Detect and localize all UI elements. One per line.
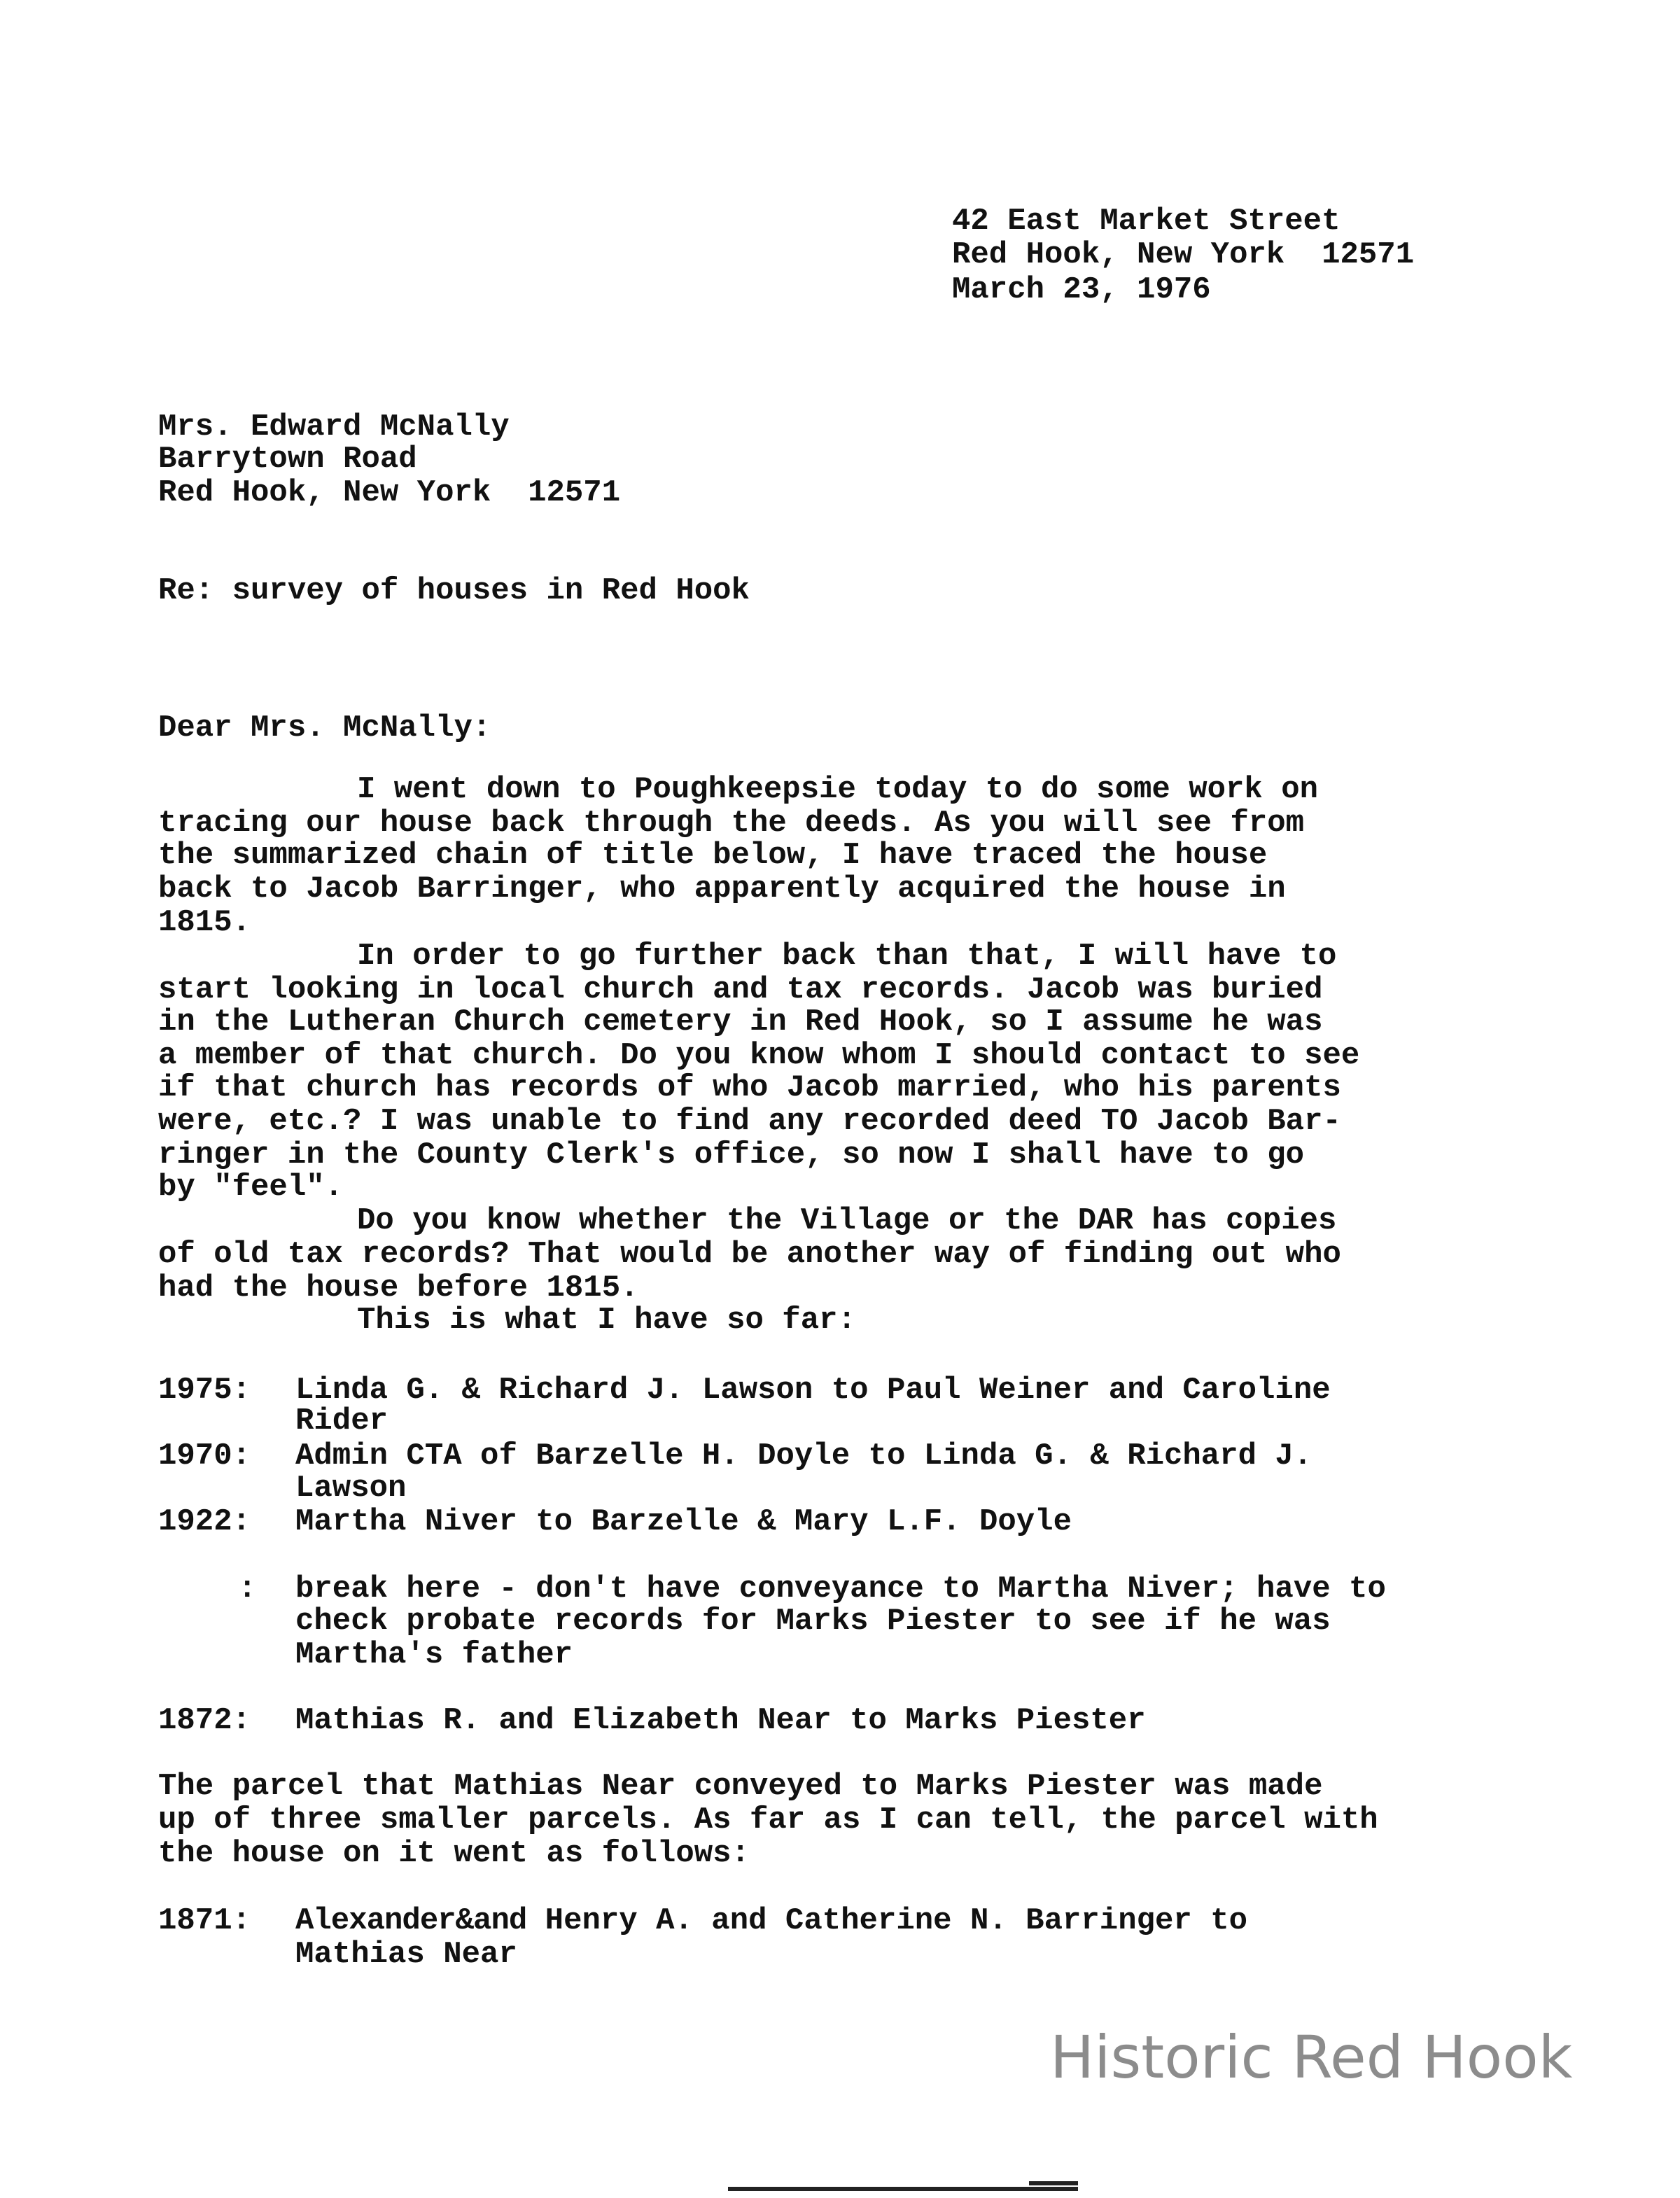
chain-year-1922: 1922: <box>158 1504 251 1539</box>
p1-line-4: back to Jacob Barringer, who apparently acquired the house in <box>158 872 1286 906</box>
p2-line-2: start looking in local church and tax records. Jacob was buried <box>158 972 1323 1007</box>
p2-line-8: by "feel". <box>158 1170 344 1205</box>
break-note-line-3: Martha's father <box>295 1637 573 1672</box>
chain-entry-1871-line-1 <box>295 1904 1247 1938</box>
p2-line-5: if that church has records of who Jacob married, who his parents <box>158 1070 1341 1105</box>
p1-line-1: I went down to Poughkeepsie today to do some work on <box>357 772 1319 807</box>
chain-year-1970: 1970: <box>158 1438 251 1474</box>
recipient-city: Red Hook, New York 12571 <box>158 475 621 510</box>
chain-year-1872: 1872: <box>158 1703 251 1738</box>
p3-line-2: of old tax records? That would be another way of finding out who <box>158 1237 1341 1272</box>
p1-line-2: tracing our house back through the deeds. As you will see from <box>158 806 1305 841</box>
salutation: Dear Mrs. McNally: <box>158 710 491 746</box>
sender-city: Red Hook, New York 12571 <box>952 237 1415 272</box>
scan-edge-mark <box>728 2187 1078 2191</box>
chain-entry-1975-line-2: Rider <box>295 1404 388 1438</box>
p2-line-3: in the Lutheran Church cemetery in Red Hook, so I assume he was <box>158 1004 1323 1040</box>
break-note-line-1: break here - don't have conveyance to Martha Niver; have to <box>295 1572 1386 1606</box>
p3-line-1: Do you know whether the Village or the DAR has copies <box>357 1203 1337 1238</box>
parcel-line-3: the house on it went as follows: <box>158 1836 750 1871</box>
chain-year-1871: 1871: <box>158 1903 251 1938</box>
chain-entry-1922: Martha Niver to Barzelle & Mary L.F. Doyle <box>295 1504 1072 1539</box>
chain-entry-1872: Mathias R. and Elizabeth Near to Marks Piester <box>295 1703 1146 1738</box>
break-marker: : <box>238 1572 257 1606</box>
recipient-street: Barrytown Road <box>158 442 417 477</box>
scan-edge-mark-2 <box>1029 2181 1078 2185</box>
p2-line-4: a member of that church. Do you know whom I should contact to see <box>158 1038 1360 1073</box>
letter-date: March 23, 1976 <box>952 272 1211 307</box>
p2-line-1: In order to go further back than that, I will have to <box>357 939 1337 974</box>
p4-line: This is what I have so far: <box>357 1303 856 1338</box>
p2-line-6: were, etc.? I was unable to find any recorded deed TO Jacob Bar- <box>158 1104 1341 1139</box>
chain-entry-1970-line-2: Lawson <box>295 1471 407 1506</box>
watermark: Historic Red Hook <box>1050 2023 1573 2092</box>
sender-street: 42 East Market Street <box>952 204 1340 239</box>
p3-line-3: had the house before 1815. <box>158 1270 639 1306</box>
subject-line: Re: survey of houses in Red Hook <box>158 573 750 608</box>
chain-entry-1975-line-1: Linda G. & Richard J. Lawson to Paul Weiner and Caroline <box>295 1373 1331 1408</box>
recipient-name: Mrs. Edward McNally <box>158 410 510 444</box>
parcel-line-1: The parcel that Mathias Near conveyed to Marks Piester was made <box>158 1769 1323 1804</box>
chain-entry-1970-line-1: Admin CTA of Barzelle H. Doyle to Linda G. & Richard J. <box>295 1438 1312 1474</box>
chain-year-1975: 1975: <box>158 1373 251 1408</box>
break-note-line-2: check probate records for Marks Piester to see if he was <box>295 1604 1331 1639</box>
struck-out-text: Alexander&and <box>295 1903 527 1938</box>
parcel-line-2: up of three smaller parcels. As far as I can tell, the parcel with <box>158 1802 1378 1837</box>
p2-line-7: ringer in the County Clerk's office, so now I shall have to go <box>158 1138 1305 1172</box>
chain-entry-1871-rest: Henry A. and Catherine N. Barringer to <box>526 1903 1248 1938</box>
chain-entry-1871-line-2: Mathias Near <box>295 1937 517 1972</box>
p1-line-3: the summarized chain of title below, I have traced the house <box>158 838 1268 873</box>
p1-line-5: 1815. <box>158 905 251 940</box>
